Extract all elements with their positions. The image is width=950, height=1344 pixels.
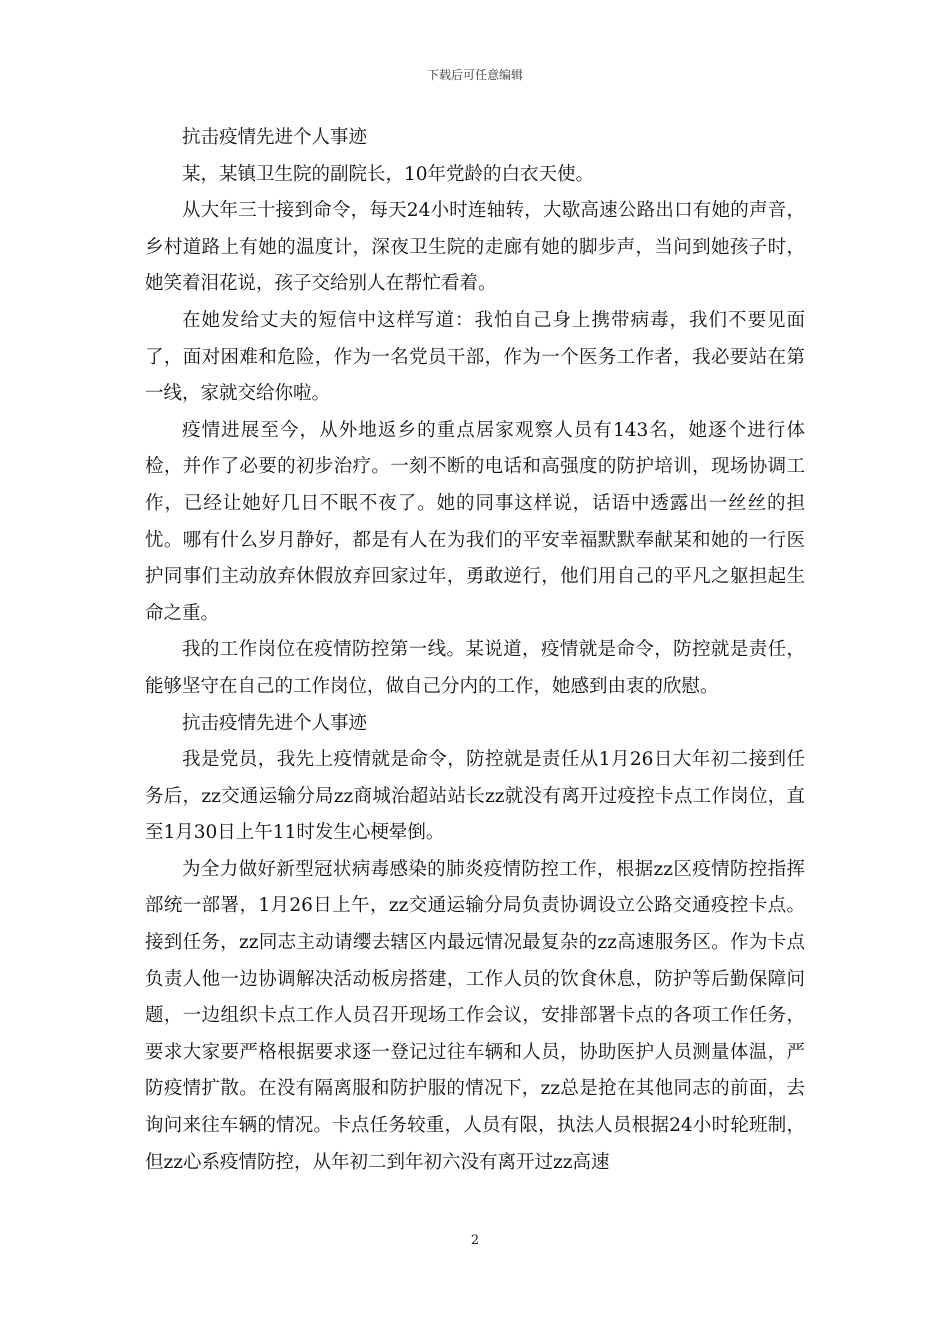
document-body bbox=[145, 120, 805, 1181]
paragraph-title-1: 抗击疫情先进个人事迹 bbox=[182, 127, 368, 148]
paragraph-title-2: 抗击疫情先进个人事迹 bbox=[182, 712, 368, 734]
paragraph: 在她发给丈夫的短信中这样写道：我怕自己身上携带病毒，我们不要见面了，面对困难和危险，作为一名党员干部，作为一个医务工作者，我必要站在第一线，家就交给你啦。 bbox=[145, 309, 805, 405]
paragraph: 我的工作岗位在疫情防控第一线。某说道，疫情就是命令，防控就是责任，能够坚守在自己的工作岗位，做自己分内的工作，她感到由衷的欣慰。 bbox=[145, 639, 805, 697]
paragraph: 从大年三十接到命令，每天24小时连轴转，大歇高速公路出口有她的声音，乡村道路上有她的温度计，深夜卫生院的走廊有她的脚步声，当问到她孩子时，她笑着泪花说，孩子交给别人在帮忙看着。 bbox=[145, 200, 805, 295]
paragraph: 某，某镇卫生院的副院长，10年党龄的白衣天使。 bbox=[182, 163, 595, 185]
page-number: 2 bbox=[470, 1233, 480, 1248]
page-header-note: 下载后可任意编辑 bbox=[426, 68, 523, 82]
paragraph: 疫情进展至今，从外地返乡的重点居家观察人员有143名，她逐个进行体检，并作了必要的初步治疗。一刻不断的电话和高强度的防护培训，现场协调工作，已经让她好几日不眠不夜了。她的同事这样说，话语中透露出一丝丝的担忧。哪有什么岁月静好，都是有人在为我们的平安幸福默默奉献某和她的一行医护同事们主动放弃休假放弃回家过年，勇敢逆行，他们用自己的平凡之躯担起生命之重。 bbox=[145, 419, 805, 624]
paragraph: 我是党员，我先上疫情就是命令，防控就是责任从1月26日大年初二接到任务后，zz交通运输分局zz商城治超站站长zz就没有离开过疫控卡点工作岗位，直至1月30日上午11时发生心梗晕倒。 bbox=[145, 749, 805, 844]
paragraph: 为全力做好新型冠状病毒感染的肺炎疫情防控工作，根据zz区疫情防控指挥部统一部署，1月26日上午，zz交通运输分局负责协调设立公路交通疫控卡点。接到任务，zz同志主动请缨去辖区内最远情况最复杂的zz高速服务区。作为卡点负责人他一边协调解决活动板房搭建，工作人员的饮食休息，防护等后勤保障问题，一边组织卡点工作人员召开现场工作会议，安排部署卡点的各项工作任务，要求大家要严格根据要求逐一登记过往车辆和人员，协助医护人员测量体温，严防疫情扩散。在没有隔离服和防护服的情况下，zz总是抢在其他同志的前面，去询问来往车辆的情况。卡点任务较重，人员有限，执法人员根据24小时轮班制，但zz心系疫情防控，从年初二到年初六没有离开过zz高速 bbox=[145, 858, 805, 1173]
